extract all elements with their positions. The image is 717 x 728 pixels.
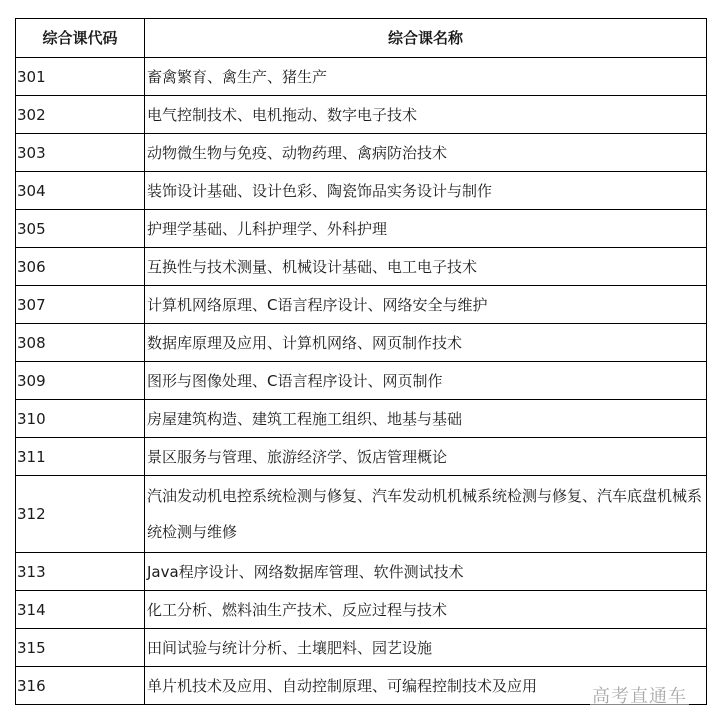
course-code-cell: 310 (16, 400, 145, 438)
course-code-cell: 305 (16, 210, 145, 248)
table-header-row (16, 19, 707, 58)
table-row (16, 172, 707, 210)
course-code-cell: 309 (16, 362, 145, 400)
course-name-cell: 数据库原理及应用、计算机网络、网页制作技术 (145, 324, 707, 362)
table-row (16, 591, 707, 629)
course-name-cell: 田间试验与统计分析、土壤肥料、园艺设施 (145, 629, 707, 667)
table-row (16, 438, 707, 476)
course-code-cell: 303 (16, 134, 145, 172)
table-row (16, 286, 707, 324)
course-name-cell: 电气控制技术、电机拖动、数字电子技术 (145, 96, 707, 134)
table-row (16, 362, 707, 400)
header-course-name: 综合课名称 (145, 19, 707, 58)
course-name-cell: 装饰设计基础、设计色彩、陶瓷饰品实务设计与制作 (145, 172, 707, 210)
table-row (16, 96, 707, 134)
course-name-cell: 房屋建筑构造、建筑工程施工组织、地基与基础 (145, 400, 707, 438)
course-code-cell: 313 (16, 553, 145, 591)
course-code-cell: 301 (16, 58, 145, 96)
course-name-cell: Java程序设计、网络数据库管理、软件测试技术 (145, 553, 707, 591)
course-code-cell: 314 (16, 591, 145, 629)
table-row (16, 324, 707, 362)
table-row (16, 58, 707, 96)
course-name-cell: 计算机网络原理、C语言程序设计、网络安全与维护 (145, 286, 707, 324)
course-code-cell: 315 (16, 629, 145, 667)
course-code-cell: 312 (16, 476, 145, 553)
table-row (16, 210, 707, 248)
course-name-cell: 化工分析、燃料油生产技术、反应过程与技术 (145, 591, 707, 629)
course-code-table (15, 18, 707, 705)
table-row (16, 248, 707, 286)
watermark-text: 高考直通车 (590, 682, 689, 708)
course-name-cell: 图形与图像处理、C语言程序设计、网页制作 (145, 362, 707, 400)
course-code-cell: 316 (16, 667, 145, 705)
table-row (16, 134, 707, 172)
course-code-cell: 302 (16, 96, 145, 134)
course-name-cell: 互换性与技术测量、机械设计基础、电工电子技术 (145, 248, 707, 286)
course-code-cell: 311 (16, 438, 145, 476)
course-name-cell: 动物微生物与免疫、动物药理、禽病防治技术 (145, 134, 707, 172)
course-code-cell: 307 (16, 286, 145, 324)
table-row (16, 476, 707, 553)
course-name-cell: 景区服务与管理、旅游经济学、饭店管理概论 (145, 438, 707, 476)
course-name-cell: 畜禽繁育、禽生产、猪生产 (145, 58, 707, 96)
course-name-cell: 汽油发动机电控系统检测与修复、汽车发动机机械系统检测与修复、汽车底盘机械系统检测与维修 (145, 476, 707, 553)
course-name-cell: 单片机技术及应用、自动控制原理、可编程控制技术及应用 (145, 667, 707, 705)
course-name-cell: 护理学基础、儿科护理学、外科护理 (145, 210, 707, 248)
course-code-cell: 308 (16, 324, 145, 362)
header-course-code: 综合课代码 (16, 19, 145, 58)
table-row (16, 553, 707, 591)
table-row (16, 400, 707, 438)
table-row (16, 629, 707, 667)
course-code-cell: 304 (16, 172, 145, 210)
course-code-cell: 306 (16, 248, 145, 286)
